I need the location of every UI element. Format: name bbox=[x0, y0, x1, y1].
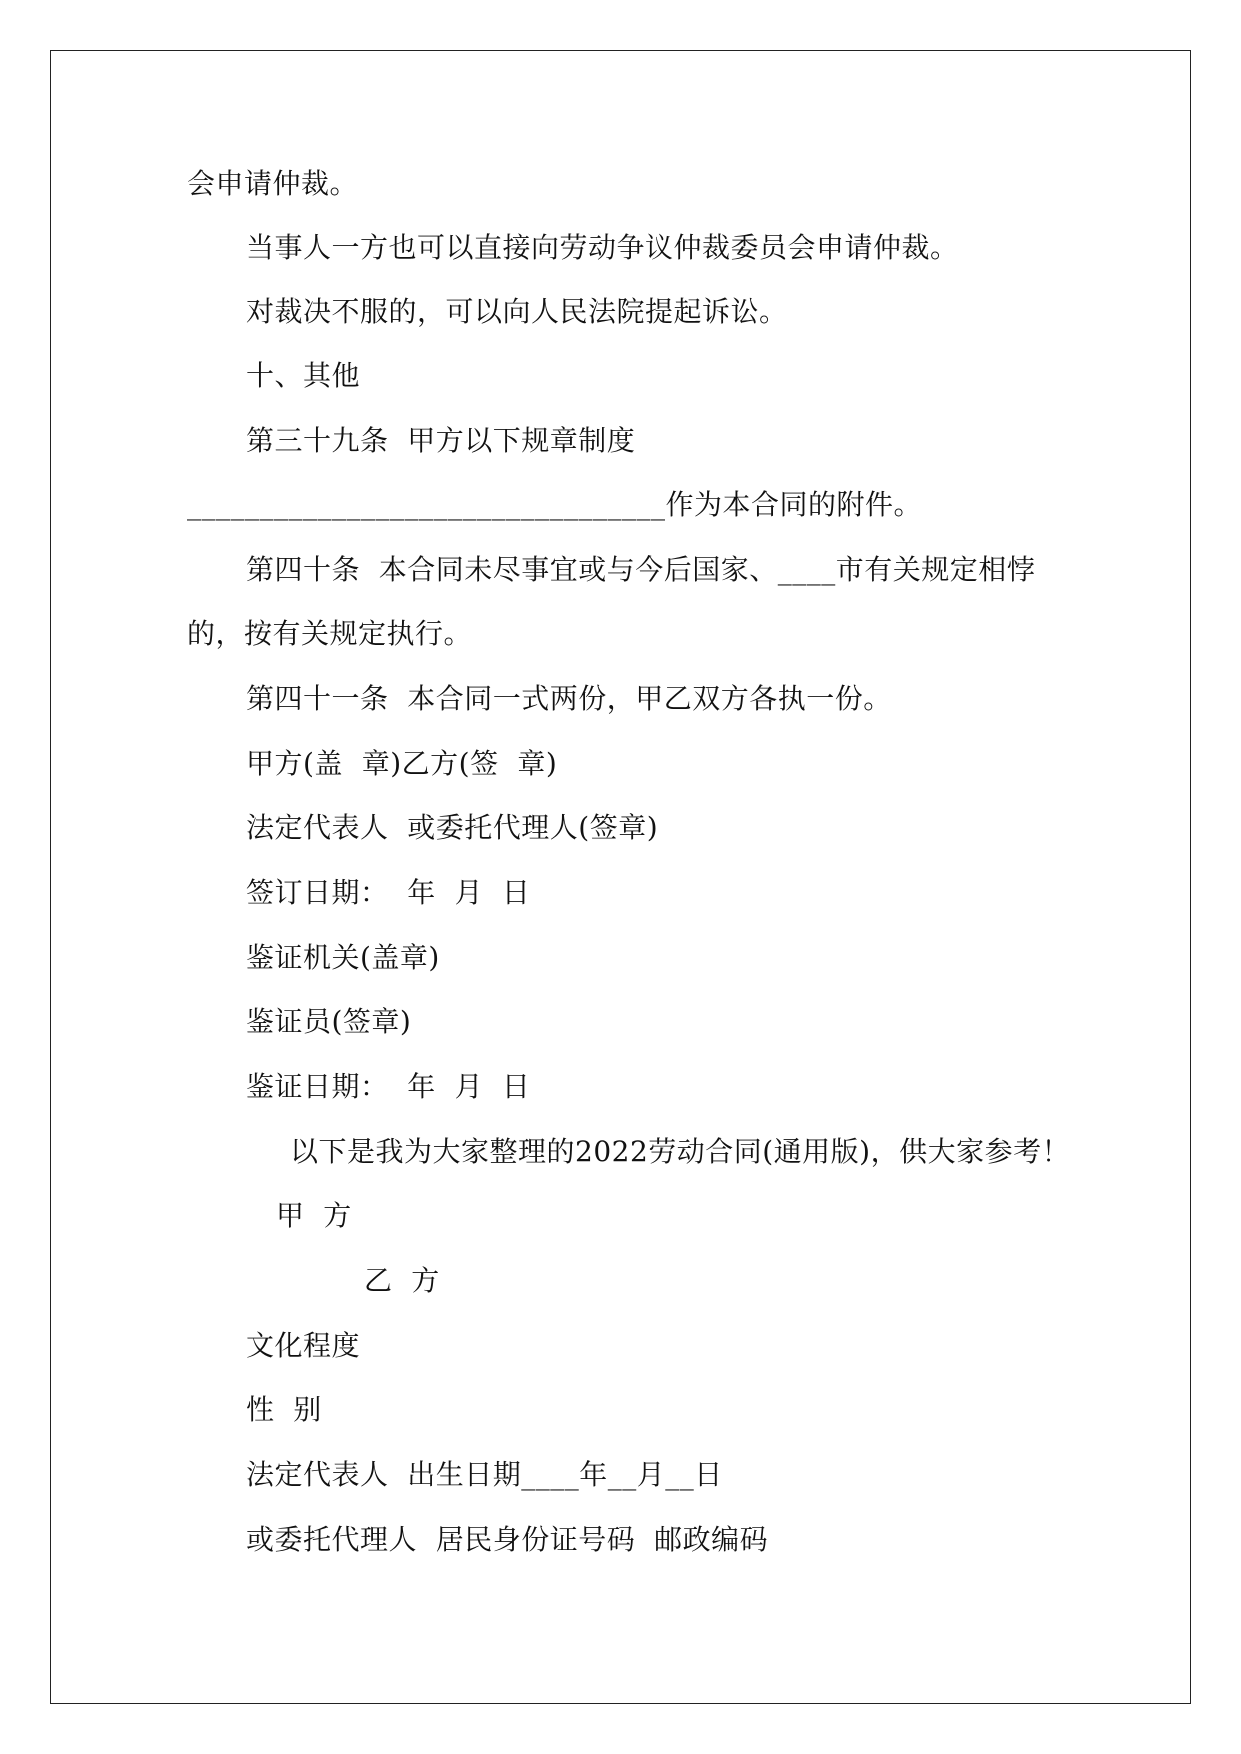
article-40-cont-line: 的，按有关规定执行。 bbox=[187, 617, 473, 650]
party-a-label: 甲 方 bbox=[276, 1199, 352, 1232]
article-39-blank-line: _________________________________作为本合同的附件。 bbox=[187, 488, 923, 521]
text-line-direct-arbitration: 当事人一方也可以直接向劳动争议仲裁委员会申请仲裁。 bbox=[246, 231, 959, 264]
education-label: 文化程度 bbox=[246, 1329, 361, 1362]
text-line-arbitration-cont: 会申请仲裁。 bbox=[187, 167, 359, 200]
article-41-line: 第四十一条 本合同一式两份，甲乙双方各执一份。 bbox=[246, 682, 892, 715]
authentication-date-line: 鉴证日期： 年 月 日 bbox=[246, 1070, 531, 1103]
article-39-line: 第三十九条 甲方以下规章制度 bbox=[246, 424, 636, 457]
legal-rep-sign-line: 法定代表人 或委托代理人(签章) bbox=[246, 811, 659, 844]
authenticator-line: 鉴证员(签章) bbox=[246, 1005, 412, 1038]
party-seal-line: 甲方(盖 章)乙方(签 章) bbox=[246, 747, 558, 780]
article-40-line: 第四十条 本合同未尽事宜或与今后国家、____市有关规定相悖 bbox=[246, 553, 1036, 586]
legal-rep-birthdate-line: 法定代表人 出生日期____年__月__日 bbox=[246, 1458, 723, 1491]
agent-id-postal-line: 或委托代理人 居民身份证号码 邮政编码 bbox=[246, 1523, 769, 1556]
party-b-label: 乙 方 bbox=[364, 1264, 440, 1297]
gender-label: 性 别 bbox=[246, 1393, 322, 1426]
authentication-authority-line: 鉴证机关(盖章) bbox=[246, 941, 440, 974]
signing-date-line: 签订日期： 年 月 日 bbox=[246, 876, 531, 909]
text-line-lawsuit: 对裁决不服的，可以向人民法院提起诉讼。 bbox=[246, 295, 788, 328]
section-heading-other: 十、其他 bbox=[246, 359, 361, 392]
intro-2022-contract-line: 以下是我为大家整理的2022劳动合同(通用版)，供大家参考！ bbox=[290, 1135, 1071, 1168]
